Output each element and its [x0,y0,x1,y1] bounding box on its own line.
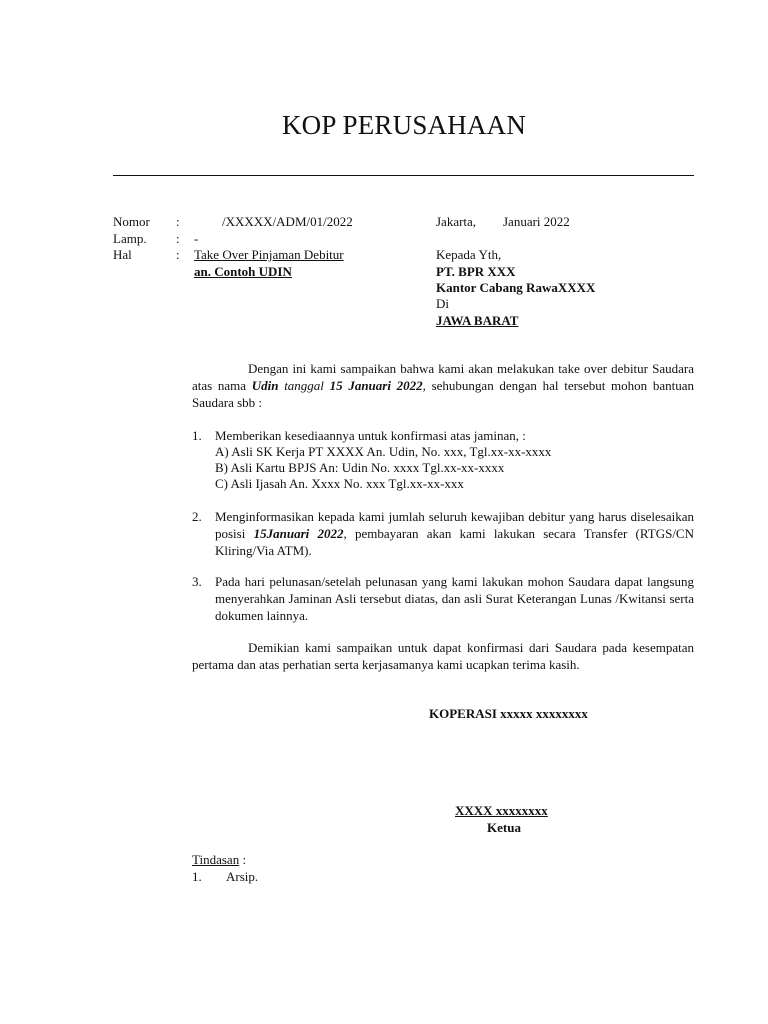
collateral-b: B) Asli Kartu BPJS An: Udin No. xxxx Tgl.xx-xx-xxxx [215,460,505,475]
header-divider [113,175,694,176]
item-2-text: Menginformasikan kepada kami jumlah seluruh kewajiban debitur yang harus diselesaikan posisi 15Januari 2022, pembayaran akan kami lakukan secara Transfer (RTGS/CN Kliring/Via ATM). [215,509,694,558]
signatory-role: Ketua [487,820,521,835]
hal-debtor: an. Contoh UDIN [194,264,292,279]
lamp-value: - [194,231,199,246]
collateral-a: A) Asli SK Kerja PT XXXX An. Udin, No. xxx, Tgl.xx-xx-xxxx [215,444,552,459]
intro-paragraph: Dengan ini kami sampaikan bahwa kami akan melakukan take over debitur Saudara atas nama Udin tanggal 15 Januari 2022, sehubungan dengan hal tersebut mohon bantuan Saudara sbb : [192,361,695,410]
letterhead-title: KOP PERUSAHAAN [281,110,527,140]
recipient-region: JAWA BARAT [436,313,519,328]
signatory-name: XXXX xxxxxxxx [455,803,548,818]
hal-label: Hal [113,247,132,262]
recipient-greeting: Kepada Yth, [436,247,502,262]
lamp-label: Lamp. [113,231,147,246]
item-3-number: 3. [192,574,202,589]
closing-paragraph: Demikian kami sampaikan untuk dapat konfirmasi dari Saudara pada kesempatan pertama dan atas perhatian serta kerjasamanya kami ucapkan terima kasih. [192,640,694,672]
letter-city: Jakarta, [436,214,477,229]
lamp-colon: : [176,231,180,246]
nomor-label: Nomor [113,214,150,229]
recipient-company: PT. BPR XXX [436,264,516,279]
signature-organization: KOPERASI xxxxx xxxxxxxx [429,706,588,721]
nomor-value: /XXXXX/ADM/01/2022 [222,214,353,229]
cc-item-number: 1. [192,869,202,884]
recipient-branch: Kantor Cabang RawaXXXX [436,280,596,295]
recipient-di: Di [436,296,449,311]
cc-item-archive: Arsip. [226,869,259,884]
letter-date: Januari 2022 [503,214,570,229]
nomor-colon: : [176,214,180,229]
hal-subject: Take Over Pinjaman Debitur [194,247,344,262]
item-1-number: 1. [192,428,202,443]
item-2-number: 2. [192,509,202,524]
hal-colon: : [176,247,180,262]
item-3-text: Pada hari pelunasan/setelah pelunasan yang kami lakukan mohon Saudara dapat langsung menyerahkan Jaminan Asli tersebut diatas, dan asli Surat Keterangan Lunas /Kwitansi serta dokumen lainnya. [215,574,694,623]
cc-heading: Tindasan : [192,852,247,867]
item-1-text: Memberikan kesediaannya untuk konfirmasi atas jaminan, : [215,428,526,443]
collateral-c: C) Asli Ijasah An. Xxxx No. xxx Tgl.xx-xx-xxx [215,476,464,491]
